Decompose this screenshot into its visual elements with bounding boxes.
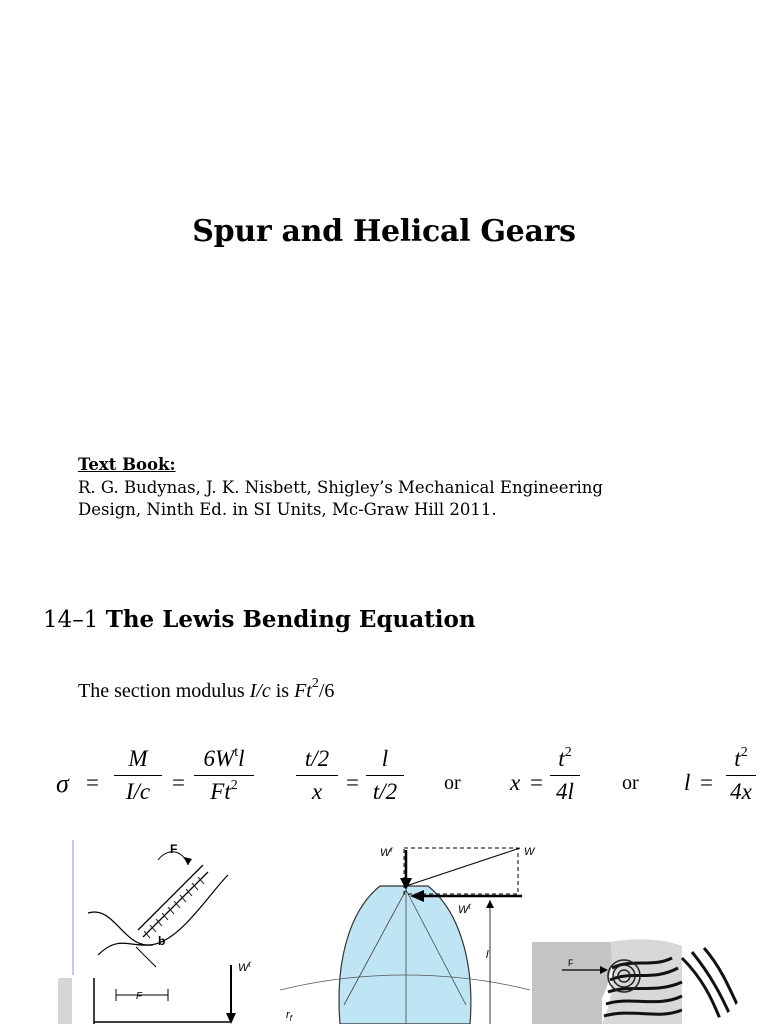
section-heading (43, 606, 476, 633)
equals-sign: = (346, 770, 359, 795)
gear-tooth-figure (280, 840, 535, 1024)
textbook-label: Text Book: (78, 455, 176, 474)
numerator-t2: t/2 (304, 746, 330, 771)
force-label-f: F (170, 842, 178, 856)
fraction-t2-over-4x: $t^2$ 4x (726, 746, 756, 805)
tangential-load-label: W (238, 962, 249, 974)
denominator-4x: 4x (730, 779, 752, 805)
denominator-ic: I/c (125, 779, 151, 805)
modulus-exp: 2 (311, 676, 319, 691)
face-width-label-f: F (136, 991, 143, 1002)
variable-x: x (510, 770, 521, 795)
length-label-l: l (486, 949, 489, 961)
sigma-symbol: σ (56, 769, 69, 798)
modulus-ft: Ft (294, 680, 312, 702)
numerator-l: l (381, 746, 389, 771)
section-name: The Lewis Bending Equation (105, 606, 476, 633)
modulus-prefix: The section modulus (78, 680, 250, 702)
tangential-load-label: W (458, 904, 469, 916)
textbook-citation-line-2: Design, Ninth Ed. in SI Units, Mc-Graw Hill 2011. (78, 500, 497, 519)
superscript-t: t (234, 745, 239, 760)
textbook-citation-line-1: R. G. Budynas, J. K. Nisbett, Shigley’s Mechanical Engineering (78, 478, 603, 497)
equals-sign: = (530, 770, 543, 795)
modulus-ic: I/c (249, 680, 271, 702)
svg-text:Wt: $W^t$ (238, 960, 251, 974)
total-load-label: W (524, 846, 535, 858)
fraction-6wl-over-ft2 (194, 746, 254, 805)
section-number: 14–1 (43, 607, 99, 633)
equals-sign: = (700, 770, 713, 795)
fraction-t2-over-x (296, 746, 338, 805)
radial-load-label: W (380, 847, 391, 859)
fraction-l-over-t2 (366, 746, 404, 805)
numerator-l: l (238, 746, 245, 771)
variable-l: l (684, 770, 691, 795)
denominator-t2: t/2 (372, 779, 398, 805)
denominator-x: x (311, 779, 323, 805)
or-word: or (622, 772, 639, 794)
svg-text:rf: $r_f$ (286, 1009, 292, 1023)
numerator-6w: 6W (203, 746, 235, 771)
force-label-f: F (568, 958, 574, 968)
fraction-m-over-ic (114, 746, 162, 805)
photoelastic-figure (532, 938, 750, 1024)
lewis-equation (0, 740, 768, 820)
section-modulus-statement (78, 676, 335, 703)
denominator-4l: 4l (556, 779, 574, 805)
equals-sign: = (86, 770, 99, 795)
modulus-suffix: /6 (318, 680, 335, 702)
svg-text:Wt: $W^t$ (458, 902, 471, 916)
page-title: Spur and Helical Gears (192, 214, 576, 249)
equals-sign: = (172, 770, 185, 795)
superscript-2: 2 (230, 778, 238, 794)
denominator-ft: Ft (210, 779, 231, 805)
svg-text:Wr: $W^r$ (380, 845, 394, 859)
face-width-figure (58, 835, 268, 1024)
or-word: or (444, 772, 461, 794)
modulus-is: is (270, 680, 295, 702)
numerator-m: M (128, 746, 148, 771)
face-width-label-b: b (158, 934, 166, 948)
fillet-radius-label: r (286, 1009, 290, 1021)
fraction-t2-over-4l: $t^2$ 4l (550, 746, 580, 805)
